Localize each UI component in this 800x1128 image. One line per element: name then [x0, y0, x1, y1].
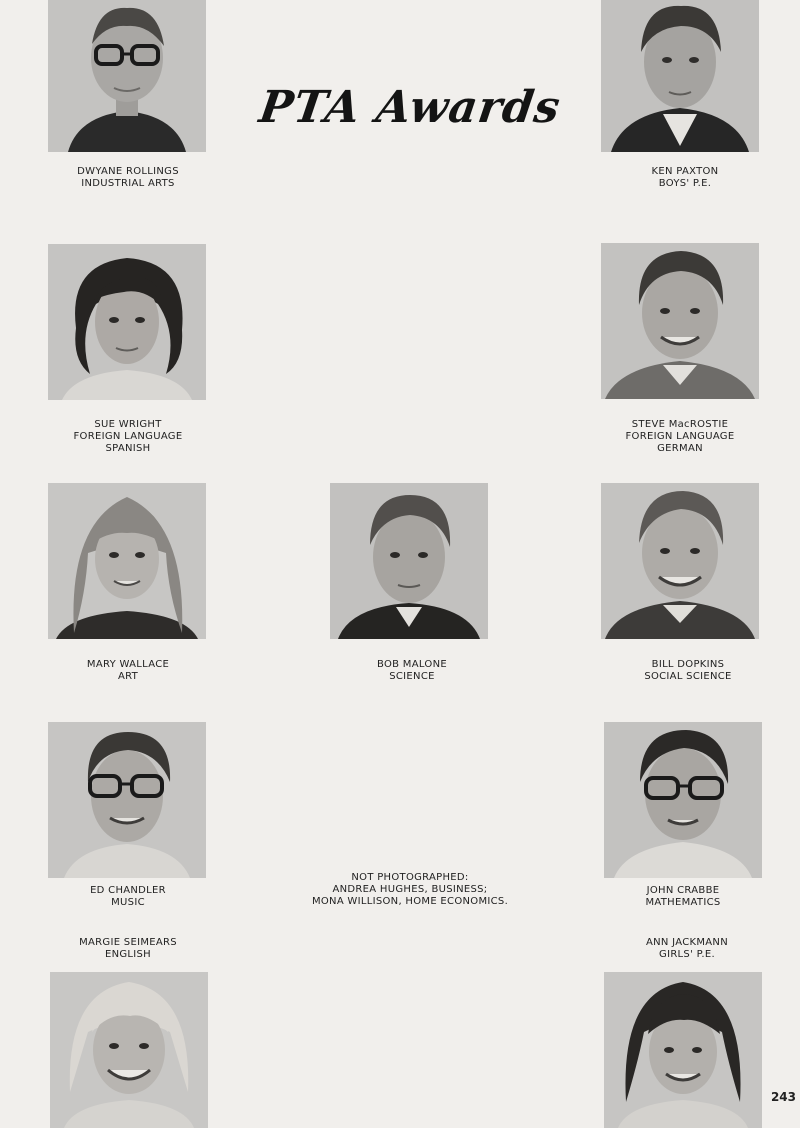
portrait-photo: [330, 483, 488, 639]
award-detail: GERMAN: [657, 443, 703, 454]
award-name: BOB MALONE: [377, 659, 447, 670]
award-caption: [588, 659, 788, 683]
portrait-photo: [48, 483, 206, 639]
portrait-photo: [50, 972, 208, 1128]
award-name: KEN PAXTON: [651, 166, 719, 177]
award-subject: GIRLS' P.E.: [659, 949, 715, 960]
award-caption: [583, 885, 783, 909]
portrait-photo: [48, 0, 206, 152]
award-name: BILL DOPKINS: [651, 659, 725, 670]
portrait-image: [48, 722, 206, 878]
award-caption: [28, 937, 228, 961]
award-subject: BOYS' P.E.: [658, 178, 712, 189]
award-subject: ENGLISH: [104, 949, 152, 960]
portrait-image: [604, 972, 762, 1128]
award-subject: INDUSTRIAL ARTS: [81, 178, 175, 189]
portrait-photo: [604, 972, 762, 1128]
portrait-image: [601, 483, 759, 639]
award-caption: [585, 166, 785, 190]
award-name: ANN JACKMANN: [646, 937, 728, 948]
portrait-photo: [601, 483, 759, 639]
award-subject: ART: [117, 671, 139, 682]
award-subject: SCIENCE: [389, 671, 435, 682]
award-subject: FOREIGN LANGUAGE: [73, 431, 183, 442]
award-caption: [312, 659, 512, 683]
award-name: ED CHANDLER: [90, 885, 166, 896]
award-name: MARGIE SEIMEARS: [79, 937, 177, 948]
award-subject: MUSIC: [111, 897, 145, 908]
award-name: JOHN CRABBE: [646, 885, 720, 896]
award-subject: FOREIGN LANGUAGE: [625, 431, 735, 442]
not-photographed-note: [290, 872, 530, 908]
award-caption: [580, 419, 780, 455]
portrait-image: [601, 0, 759, 152]
award-subject: MATHEMATICS: [645, 897, 721, 908]
portrait-image: [604, 722, 762, 878]
page-title: PTA Awards: [256, 82, 564, 133]
portrait-image: [48, 483, 206, 639]
portrait-image: [48, 244, 206, 400]
note-line: MONA WILLISON, HOME ECONOMICS.: [311, 896, 509, 907]
portrait-image: [50, 972, 208, 1128]
portrait-photo: [601, 0, 759, 152]
note-heading: NOT PHOTOGRAPHED:: [351, 872, 469, 883]
award-caption: [587, 937, 787, 961]
portrait-photo: [48, 722, 206, 878]
award-name: DWYANE ROLLINGS: [77, 166, 179, 177]
portrait-image: [330, 483, 488, 639]
portrait-photo: [604, 722, 762, 878]
portrait-photo: [601, 243, 759, 399]
portrait-image: [48, 0, 206, 152]
page-number: 243: [770, 1090, 796, 1104]
award-name: STEVE MacROSTIE: [631, 419, 729, 430]
portrait-photo: [48, 244, 206, 400]
award-name: SUE WRIGHT: [94, 419, 162, 430]
portrait-image: [601, 243, 759, 399]
award-caption: [28, 419, 228, 455]
award-caption: [28, 885, 228, 909]
award-detail: SPANISH: [105, 443, 151, 454]
award-subject: SOCIAL SCIENCE: [644, 671, 732, 682]
award-caption: [28, 659, 228, 683]
note-line: ANDREA HUGHES, BUSINESS;: [332, 884, 488, 895]
award-caption: [28, 166, 228, 190]
award-name: MARY WALLACE: [86, 659, 170, 670]
